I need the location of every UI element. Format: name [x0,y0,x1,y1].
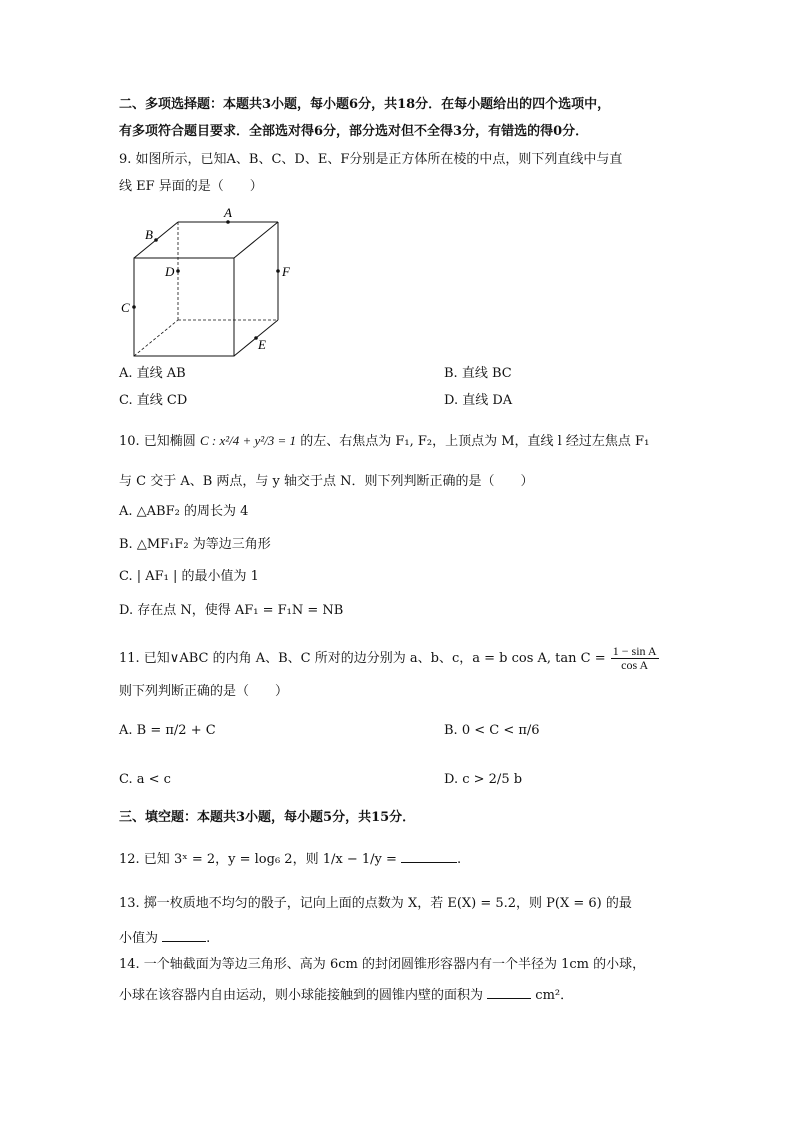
point-d [176,269,180,273]
q11-stem-line2: 则下列判断正确的是（ ） [119,684,289,699]
q13-stem-line1: 13. 掷一枚质地不均匀的骰子，记向上面的点数为 X，若 E(X) = 5.2，则 P(X = 6) 的最 [119,896,632,911]
label-d: D [165,264,175,279]
label-b: B [145,227,153,242]
section2-header-line2: 有多项符合题目要求．全部选对得6分，部分选对但不全得3分，有错选的得0分． [119,124,589,139]
q14-stem-line2 [119,984,573,1006]
q10-option-c[interactable]: C. | AF₁ | 的最小值为 1 [119,569,259,584]
q12-text: 12. 已知 3ˣ = 2，y = log₆ 2，则 1/x − 1/y = [119,852,397,867]
q10-option-d[interactable]: D. 存在点 N，使得 AF₁ = F₁N = NB [119,603,344,618]
q11-option-a[interactable]: A. B = π/2 + C [119,723,216,738]
q11-tan-fraction [611,645,659,672]
q11-stem-line1 [119,644,660,674]
q11-option-d[interactable]: D. c > 2/5 b [444,772,523,787]
cube-figure [112,200,312,360]
q13-line2-text: 小值为 [119,931,159,946]
section3-header: 三、填空题：本题共3小题，每小题5分，共15分． [119,810,416,825]
point-a [226,220,230,224]
q9-option-d[interactable]: D. 直线 DA [444,393,513,408]
q11-option-b[interactable]: B. 0 < C < π/6 [444,723,540,738]
q12-answer-blank[interactable] [401,848,457,863]
q10-option-a[interactable]: A. △ABF₂ 的周长为 4 [119,504,249,519]
q13-stem-line2: 小值为 . [119,927,210,949]
q14-answer-blank[interactable] [487,984,531,999]
q12-stem: 12. 已知 3ˣ = 2，y = log₆ 2，则 1/x − 1/y = . [119,848,461,870]
q10-stem-post: 的左、右焦点为 F₁, F₂，上顶点为 M，直线 l 经过左焦点 F₁ [300,434,650,449]
q10-option-b[interactable]: B. △MF₁F₂ 为等边三角形 [119,537,271,552]
cube-front-face [134,258,234,356]
q10-stem-line2: 与 C 交于 A、B 两点，与 y 轴交于点 N．则下列判断正确的是（ ） [119,474,534,489]
q9-stem-line2: 线 EF 异面的是（ ） [119,179,263,194]
q14-unit: cm²． [535,988,574,1003]
q11-stem-pre: 11. 已知∨ABC 的内角 A、B、C 所对的边分别为 a、b、c，a = b cos A, tan C = [119,651,606,666]
label-a: A [224,205,232,220]
q11-frac-denominator: cos A [621,658,649,672]
q10-ellipse-equation: C : x²/4 + y²/3 = 1 [199,433,297,448]
label-f: F [282,264,290,279]
point-c [132,305,136,309]
q10-stem-pre: 10. 已知椭圆 [119,434,196,449]
q9-stem-line1: 9. 如图所示，已知A、B、C、D、E、F分别是正方体所在棱的中点，则下列直线中与直 [119,152,623,167]
label-c: C [121,300,130,315]
q14-line2-text: 小球在该容器内自由运动，则小球能接触到的圆锥内壁的面积为 [119,988,484,1003]
q9-option-c[interactable]: C. 直线 CD [119,393,188,408]
q13-answer-blank[interactable] [162,927,206,942]
section2-header-line1: 二、多项选择题：本题共3小题，每小题6分，共18分．在每小题给出的四个选项中， [119,97,611,112]
q14-stem-line1: 14. 一个轴截面为等边三角形、高为 6cm 的封闭圆锥形容器内有一个半径为 1cm 的小球， [119,957,646,972]
label-e: E [258,337,266,352]
point-b [154,238,158,242]
q10-stem-line1 [119,431,649,452]
point-f [276,269,280,273]
q11-option-c[interactable]: C. a < c [119,772,171,787]
q9-option-b[interactable]: B. 直线 BC [444,366,512,381]
q9-option-a[interactable]: A. 直线 AB [119,366,186,381]
q11-frac-numerator: 1 − sin A [612,644,657,658]
